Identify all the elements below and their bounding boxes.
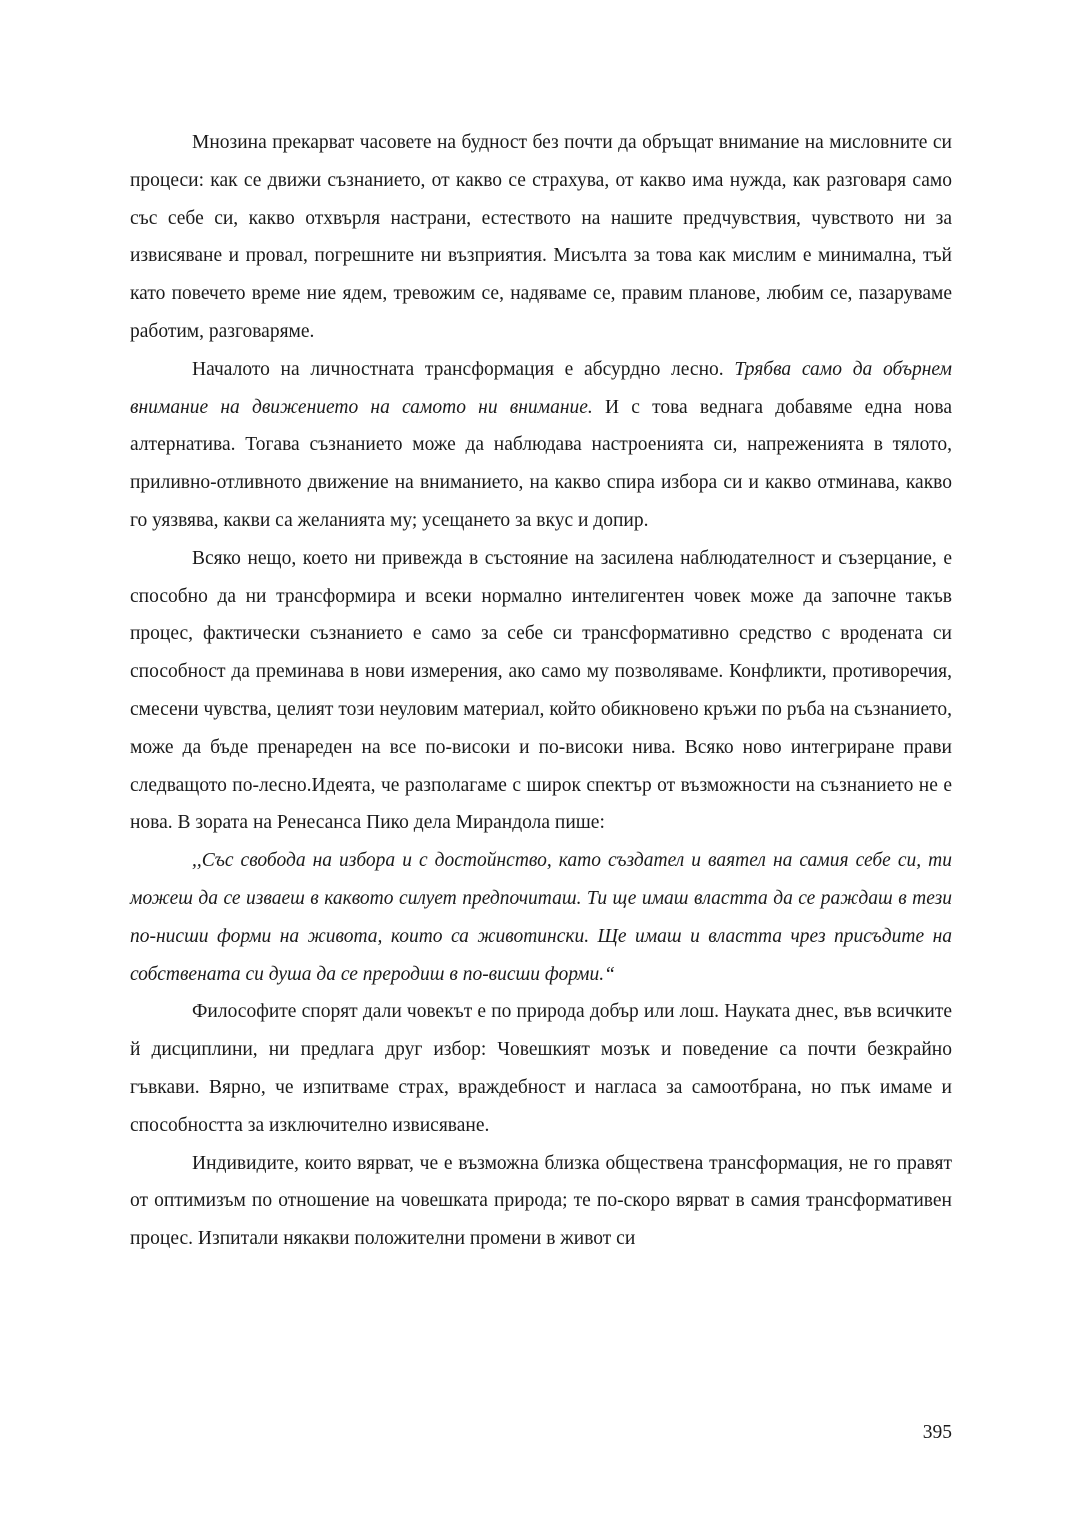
- paragraph-2-text-after: И с това веднага добавяме една нова алтернатива. Тогава съзнанието може да наблюдава настроенията си, напреженията в тялото, приливно-отливното движение на вниманието, на какво спира избора си и какво отминава, какво го уязвява, какви са желанията му; усещането за вкус и допир.: [130, 396, 952, 531]
- paragraph-2-text-before: Началото на личностната трансформация е абсурдно лесно.: [192, 358, 735, 380]
- page-number: 395: [922, 1422, 952, 1443]
- paragraph-6-text: Индивидите, които вярват, че е възможна близка обществена трансформация, не го правят от оптимизъм по отношение на човешката природа; те по-скоро вярват в самия трансформативен процес. Изпитали някакви положителни промени в живот си: [130, 1152, 952, 1250]
- paragraph-1-text: Мнозина прекарват часовете на будност без почти да обръщат внимание на мисловните си процеси: как се движи съзнанието, от какво се страхува, от какво има нужда, как разговаря само със себе си, какво отхвърля настрани, естеството на нашите предчувствия, чувството ни за извисяване и провал, погрешните ни възприятия. Мисълта за това как мислим е минимална, тъй като повечето време ние ядем, тревожим се, надяваме се, правим планове, любим се, пазаруваме работим, разговаряме.: [130, 132, 952, 342]
- paragraph-1: [130, 124, 952, 351]
- paragraph-3: [130, 540, 952, 842]
- paragraph-5: [130, 993, 952, 1144]
- paragraph-3-text: Всяко нещо, което ни привежда в състояние на засилена наблюдателност и съзерцание, е способно да ни трансформира и всеки нормално интелигентен човек може да започне такъв процес, фактически съзнанието е само за себе си трансформативно средство с вродената си способност да преминава в нови измерения, ако само му позволяваме. Конфликти, противоречия, смесени чувства, целият този неуловим материал, който обикновено кръжи по ръба на съзнанието, може да бъде пренареден на все по-високи и по-високи нива. Всяко ново интегриране прави следващото по-лесно.Идеята, че разполагаме с широк спектър от възможности на съзнанието не е нова. В зората на Ренесанса Пико дела Мирандола пише:: [130, 547, 952, 834]
- page-body: [130, 124, 952, 1258]
- paragraph-2: [130, 351, 952, 540]
- paragraph-2-italic: Трябва само да обърнем внимание на движението на самото ни внимание.: [130, 358, 952, 418]
- paragraph-6: [130, 1145, 952, 1258]
- paragraph-5-text: Философите спорят дали човекът е по природа добър или лош. Науката днес, във всичките й дисциплини, ни предлага друг избор: Човешкият мозък и поведение са почти безкрайно гъвкави. Вярно, че изпитваме страх, враждебност и нагласа за самоотбрана, но пък имаме и способността за изключително извисяване.: [130, 1001, 952, 1136]
- quote-paragraph: [130, 842, 952, 993]
- quote-text: ,,Със свобода на избора и с достойнство, като създател и ваятел на самия себе си, ти можеш да се изваеш в каквото силует предпочиташ. Ти ще имаш властта да се раждаш в тези по-нисши форми на живота, които са животински. Ще имаш и властта чрез присъдите на собствената си душа да се преродиш в по-висши форми.“: [130, 850, 952, 985]
